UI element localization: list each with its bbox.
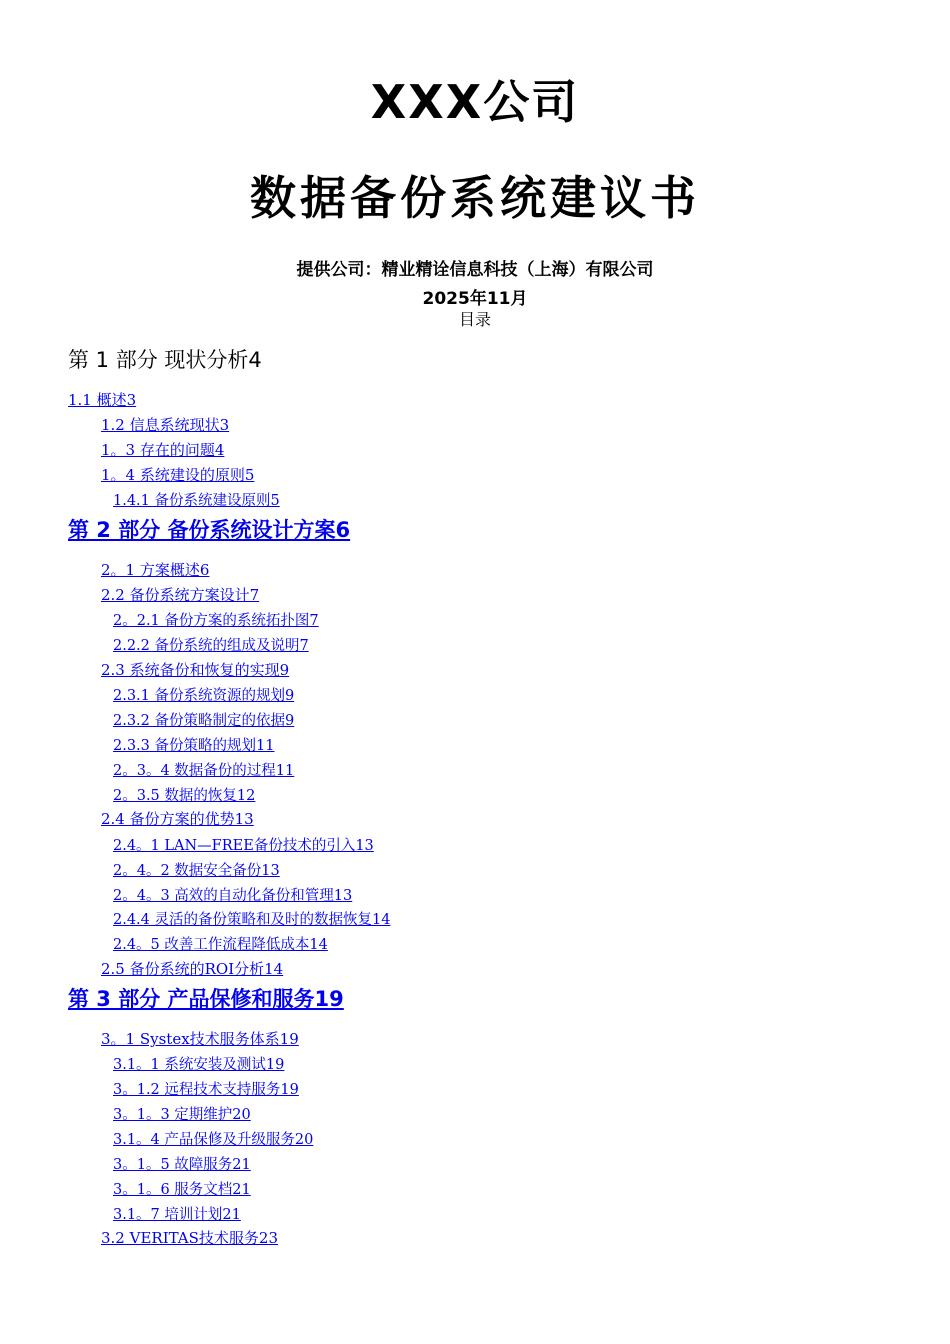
toc-entry-3-1-5[interactable]: 3。1。5 故障服务21 <box>113 1157 251 1173</box>
toc-entry-3-1-6[interactable]: 3。1。6 服务文档21 <box>113 1182 251 1198</box>
toc-entry-3-1[interactable]: 3。1 Systex技术服务体系19 <box>101 1030 299 1048</box>
toc-entry-2-3-3[interactable]: 2.3.3 备份策略的规划11 <box>113 738 275 754</box>
toc-entry-2-3-2[interactable]: 2.3.2 备份策略制定的依据9 <box>113 713 295 729</box>
toc-entry-2-4[interactable]: 2.4 备份方案的优势13 <box>101 810 254 828</box>
toc-entry-1-3[interactable]: 1。3 存在的问题4 <box>101 441 225 459</box>
toc-entry-1-4[interactable]: 1。4 系统建设的原则5 <box>101 466 255 484</box>
company-title: XXX公司 <box>370 75 580 129</box>
toc-entry-2-4-4[interactable]: 2.4.4 灵活的备份策略和及时的数据恢复14 <box>113 912 391 928</box>
toc-entry-2-1[interactable]: 2。1 方案概述6 <box>101 561 210 579</box>
toc-entry-2-3-4[interactable]: 2。3。4 数据备份的过程11 <box>113 763 295 779</box>
toc-entry-3-1-4[interactable]: 3.1。4 产品保修及升级服务20 <box>113 1132 314 1148</box>
toc-entry-3-1-2[interactable]: 3。1.2 远程技术支持服务19 <box>113 1082 299 1098</box>
toc-entry-3-2[interactable]: 3.2 VERITAS技术服务23 <box>101 1229 279 1247</box>
toc-entry-1-1[interactable]: 1.1 概述3 <box>68 391 137 409</box>
toc-entry-3-1-7[interactable]: 3.1。7 培训计划21 <box>113 1207 241 1223</box>
toc-entry-2-4-3[interactable]: 2。4。3 高效的自动化备份和管理13 <box>113 888 353 904</box>
document-title: 数据备份系统建议书 <box>250 171 700 225</box>
toc-entry-2-3-1[interactable]: 2.3.1 备份系统资源的规划9 <box>113 688 295 704</box>
toc-entry-2-4-5[interactable]: 2.4。5 改善工作流程降低成本14 <box>113 937 328 953</box>
toc-entry-2-3[interactable]: 2.3 系统备份和恢复的实现9 <box>101 661 290 679</box>
toc-part-3[interactable]: 第 3 部分 产品保修和服务19 <box>68 987 344 1011</box>
toc-entry-2-4-1[interactable]: 2.4。1 LAN—FREE备份技术的引入13 <box>113 838 374 854</box>
toc-entry-2-5[interactable]: 2.5 备份系统的ROI分析14 <box>101 960 284 978</box>
toc-entry-1-4-1[interactable]: 1.4.1 备份系统建设原则5 <box>113 493 280 509</box>
toc-entry-2-2[interactable]: 2.2 备份系统方案设计7 <box>101 586 260 604</box>
toc-heading: 目录 <box>458 310 491 329</box>
document-date: 2025年11月 <box>422 289 528 309</box>
toc-entry-3-1-1[interactable]: 3.1。1 系统安装及测试19 <box>113 1057 285 1073</box>
provider-line: 提供公司：精业精诠信息科技（上海）有限公司 <box>296 260 654 280</box>
toc-entry-2-3-5[interactable]: 2。3.5 数据的恢复12 <box>113 788 256 804</box>
toc-entry-2-4-2[interactable]: 2。4。2 数据安全备份13 <box>113 863 280 879</box>
toc-part-2[interactable]: 第 2 部分 备份系统设计方案6 <box>68 518 351 542</box>
toc-entry-2-2-1[interactable]: 2。2.1 备份方案的系统拓扑图7 <box>113 613 319 629</box>
toc-entry-1-2[interactable]: 1.2 信息系统现状3 <box>101 416 230 434</box>
toc-entry-3-1-3[interactable]: 3。1。3 定期维护20 <box>113 1107 251 1123</box>
toc-entry-2-2-2[interactable]: 2.2.2 备份系统的组成及说明7 <box>113 638 309 654</box>
toc-part-1: 第 1 部分 现状分析4 <box>68 348 262 372</box>
